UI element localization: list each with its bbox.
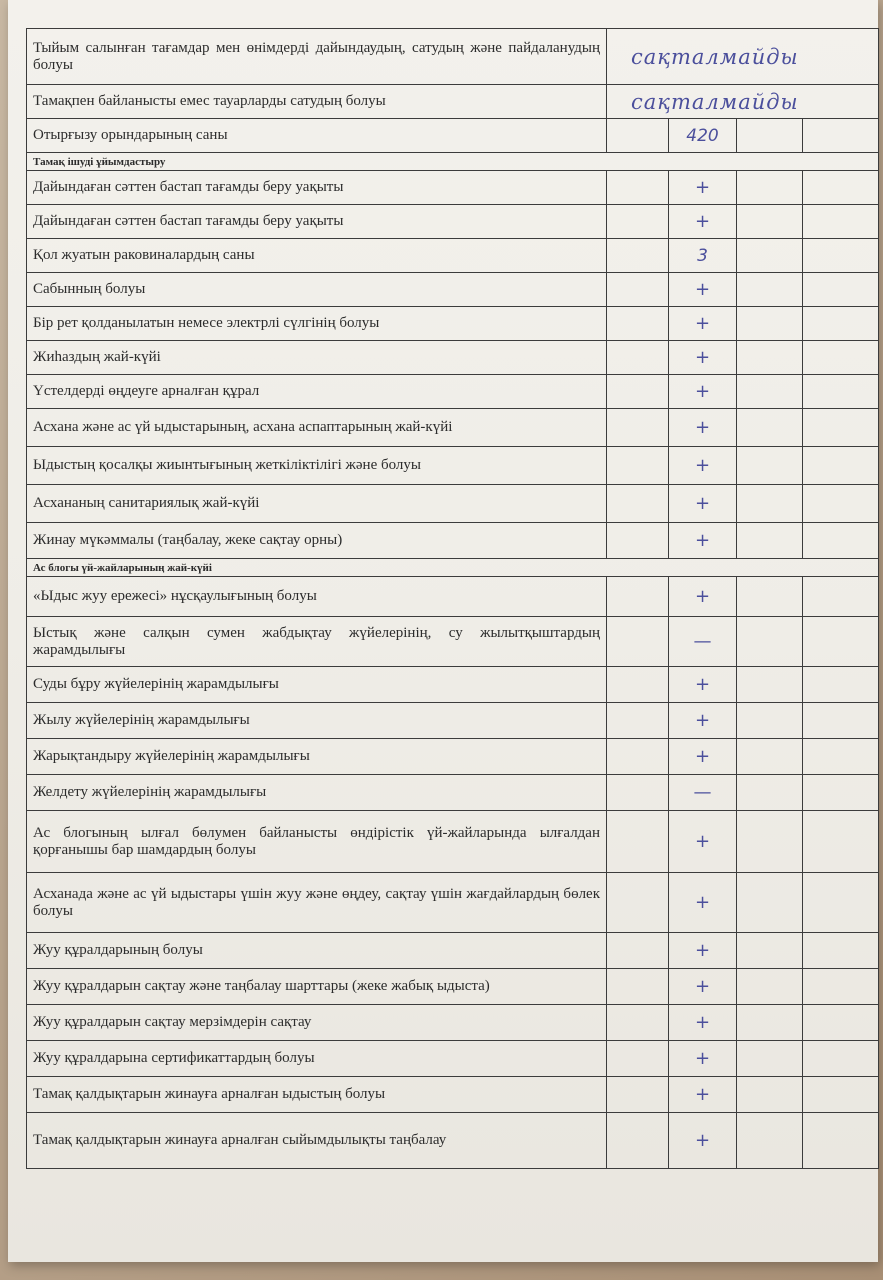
empty-cell <box>803 703 879 739</box>
criterion-label: Асханада және ас үй ыдыстары үшін жуу және өңдеу, сақтау үшін жағдайлардың бөлек болуы <box>27 873 607 933</box>
empty-cell <box>607 409 669 447</box>
criterion-label: Жылу жүйелерінің жарамдылығы <box>27 703 607 739</box>
empty-cell <box>737 307 803 341</box>
empty-cell <box>607 485 669 523</box>
criterion-label: Тыйым салынған тағамдар мен өнімдерді дайындаудың, сатудың және пайдаланудың болуы <box>27 29 607 85</box>
empty-cell <box>803 811 879 873</box>
empty-cell <box>803 1041 879 1077</box>
criterion-label: Суды бұру жүйелерінің жарамдылығы <box>27 667 607 703</box>
empty-cell <box>803 1113 879 1169</box>
empty-cell <box>607 523 669 559</box>
empty-cell <box>737 273 803 307</box>
empty-cell <box>803 1005 879 1041</box>
section-header-row <box>27 559 879 577</box>
criterion-label: Ас блогының ылғал бөлумен байланысты өндірістік үй-жайларында ылғалдан қорғанышы бар шамдардың болуы <box>27 811 607 873</box>
empty-cell <box>803 485 879 523</box>
criterion-label: Тамақпен байланысты емес тауарларды сатудың болуы <box>27 85 607 119</box>
criterion-label: Тамақ қалдықтарын жинауға арналған сыйымдылықты таңбалау <box>27 1113 607 1169</box>
empty-cell <box>803 341 879 375</box>
handwritten-note: сақталмайды <box>607 85 879 119</box>
criterion-label: Жуу құралдарын сақтау және таңбалау шарттары (жеке жабық ыдыста) <box>27 969 607 1005</box>
empty-cell <box>803 409 879 447</box>
table-row <box>27 1005 879 1041</box>
criterion-label: Желдету жүйелерінің жарамдылығы <box>27 775 607 811</box>
empty-cell <box>607 307 669 341</box>
empty-cell <box>737 171 803 205</box>
table-row <box>27 969 879 1005</box>
inspection-checklist-table <box>26 28 879 1169</box>
empty-cell <box>607 1041 669 1077</box>
handwritten-mark: + <box>669 969 737 1005</box>
empty-cell <box>803 739 879 775</box>
empty-cell <box>803 273 879 307</box>
criterion-label: Жуу құралдарының болуы <box>27 933 607 969</box>
handwritten-mark: + <box>669 409 737 447</box>
handwritten-mark: + <box>669 703 737 739</box>
empty-cell <box>737 1077 803 1113</box>
table-row <box>27 307 879 341</box>
criterion-label: Ыдыстың қосалқы жиынтығының жеткіліктілігі және болуы <box>27 447 607 485</box>
handwritten-mark: + <box>669 1077 737 1113</box>
table-row <box>27 119 879 153</box>
handwritten-mark: 3 <box>669 239 737 273</box>
empty-cell <box>737 485 803 523</box>
criterion-label: Отырғызу орындарының саны <box>27 119 607 153</box>
empty-cell <box>803 969 879 1005</box>
empty-cell <box>607 171 669 205</box>
handwritten-mark: + <box>669 485 737 523</box>
empty-cell <box>737 667 803 703</box>
handwritten-mark: + <box>669 577 737 617</box>
table-row <box>27 375 879 409</box>
table-row <box>27 205 879 239</box>
empty-cell <box>737 1113 803 1169</box>
empty-cell <box>607 1005 669 1041</box>
criterion-label: Жарықтандыру жүйелерінің жарамдылығы <box>27 739 607 775</box>
handwritten-mark: + <box>669 1113 737 1169</box>
table-row <box>27 171 879 205</box>
criterion-label: Бір рет қолданылатын немесе электрлі сүлгінің болуы <box>27 307 607 341</box>
table-row <box>27 873 879 933</box>
table-row <box>27 703 879 739</box>
empty-cell <box>737 577 803 617</box>
table-row <box>27 775 879 811</box>
handwritten-mark: + <box>669 811 737 873</box>
handwritten-mark: — <box>669 775 737 811</box>
empty-cell <box>803 239 879 273</box>
empty-cell <box>737 205 803 239</box>
handwritten-mark: — <box>669 617 737 667</box>
empty-cell <box>803 307 879 341</box>
handwritten-mark: + <box>669 523 737 559</box>
empty-cell <box>737 523 803 559</box>
criterion-label: Жиһаздың жай-күйі <box>27 341 607 375</box>
table-row <box>27 85 879 119</box>
empty-cell <box>737 1041 803 1077</box>
handwritten-mark: + <box>669 205 737 239</box>
empty-cell <box>607 205 669 239</box>
empty-cell <box>803 205 879 239</box>
empty-cell <box>803 523 879 559</box>
empty-cell <box>803 119 879 153</box>
table-row <box>27 739 879 775</box>
empty-cell <box>607 577 669 617</box>
empty-cell <box>737 775 803 811</box>
criterion-label: Асхана және ас үй ыдыстарының, асхана аспаптарының жай-күйі <box>27 409 607 447</box>
empty-cell <box>607 119 669 153</box>
section-title: Тамақ ішуді ұйымдастыру <box>27 153 879 171</box>
table-row <box>27 617 879 667</box>
empty-cell <box>607 873 669 933</box>
empty-cell <box>803 667 879 703</box>
criterion-label: «Ыдыс жуу ережесі» нұсқаулығының болуы <box>27 577 607 617</box>
table-row <box>27 811 879 873</box>
handwritten-note: сақталмайды <box>607 29 879 85</box>
empty-cell <box>803 375 879 409</box>
table-row <box>27 409 879 447</box>
empty-cell <box>607 239 669 273</box>
table-row <box>27 447 879 485</box>
handwritten-mark: + <box>669 1005 737 1041</box>
empty-cell <box>737 375 803 409</box>
empty-cell <box>737 969 803 1005</box>
criterion-label: Жинау мүкәммалы (таңбалау, жеке сақтау орны) <box>27 523 607 559</box>
empty-cell <box>737 409 803 447</box>
criterion-label: Үстелдерді өңдеуге арналған құрал <box>27 375 607 409</box>
empty-cell <box>607 447 669 485</box>
table-row <box>27 273 879 307</box>
section-title: Ас блогы үй-жайларының жай-күйі <box>27 559 879 577</box>
empty-cell <box>737 811 803 873</box>
handwritten-mark: + <box>669 933 737 969</box>
checklist-body <box>27 29 879 1169</box>
handwritten-mark: + <box>669 739 737 775</box>
empty-cell <box>803 873 879 933</box>
empty-cell <box>607 703 669 739</box>
handwritten-mark: + <box>669 375 737 409</box>
table-row <box>27 933 879 969</box>
criterion-label: Дайындаған сәттен бастап тағамды беру уақыты <box>27 205 607 239</box>
table-row <box>27 341 879 375</box>
empty-cell <box>607 739 669 775</box>
table-row <box>27 667 879 703</box>
empty-cell <box>607 969 669 1005</box>
empty-cell <box>607 1077 669 1113</box>
table-row <box>27 239 879 273</box>
table-row <box>27 29 879 85</box>
empty-cell <box>803 775 879 811</box>
criterion-label: Жуу құралдарына сертификаттардың болуы <box>27 1041 607 1077</box>
table-row <box>27 523 879 559</box>
handwritten-mark: 420 <box>669 119 737 153</box>
empty-cell <box>737 933 803 969</box>
empty-cell <box>737 1005 803 1041</box>
empty-cell <box>803 447 879 485</box>
empty-cell <box>803 1077 879 1113</box>
empty-cell <box>737 873 803 933</box>
empty-cell <box>607 341 669 375</box>
empty-cell <box>737 341 803 375</box>
empty-cell <box>803 933 879 969</box>
table-row <box>27 1041 879 1077</box>
empty-cell <box>607 375 669 409</box>
empty-cell <box>737 239 803 273</box>
table-row <box>27 1113 879 1169</box>
empty-cell <box>737 739 803 775</box>
empty-cell <box>607 1113 669 1169</box>
handwritten-mark: + <box>669 1041 737 1077</box>
criterion-label: Тамақ қалдықтарын жинауға арналған ыдыстың болуы <box>27 1077 607 1113</box>
criterion-label: Дайындаған сәттен бастап тағамды беру уақыты <box>27 171 607 205</box>
criterion-label: Асхананың санитариялық жай-күйі <box>27 485 607 523</box>
criterion-label: Жуу құралдарын сақтау мерзімдерін сақтау <box>27 1005 607 1041</box>
paper-sheet <box>8 0 878 1262</box>
table-row <box>27 577 879 617</box>
empty-cell <box>737 703 803 739</box>
section-header-row <box>27 153 879 171</box>
handwritten-mark: + <box>669 307 737 341</box>
empty-cell <box>737 119 803 153</box>
criterion-label: Қол жуатын раковиналардың саны <box>27 239 607 273</box>
table-row <box>27 485 879 523</box>
handwritten-mark: + <box>669 341 737 375</box>
handwritten-mark: + <box>669 873 737 933</box>
empty-cell <box>803 171 879 205</box>
empty-cell <box>803 577 879 617</box>
empty-cell <box>607 933 669 969</box>
criterion-label: Ыстық және салқын сумен жабдықтау жүйелерінің, су жылытқыштардың жарамдылығы <box>27 617 607 667</box>
empty-cell <box>607 811 669 873</box>
empty-cell <box>607 667 669 703</box>
handwritten-mark: + <box>669 171 737 205</box>
empty-cell <box>607 617 669 667</box>
empty-cell <box>737 447 803 485</box>
criterion-label: Сабынның болуы <box>27 273 607 307</box>
handwritten-mark: + <box>669 667 737 703</box>
handwritten-mark: + <box>669 447 737 485</box>
empty-cell <box>803 617 879 667</box>
empty-cell <box>607 775 669 811</box>
empty-cell <box>607 273 669 307</box>
table-row <box>27 1077 879 1113</box>
handwritten-mark: + <box>669 273 737 307</box>
empty-cell <box>737 617 803 667</box>
